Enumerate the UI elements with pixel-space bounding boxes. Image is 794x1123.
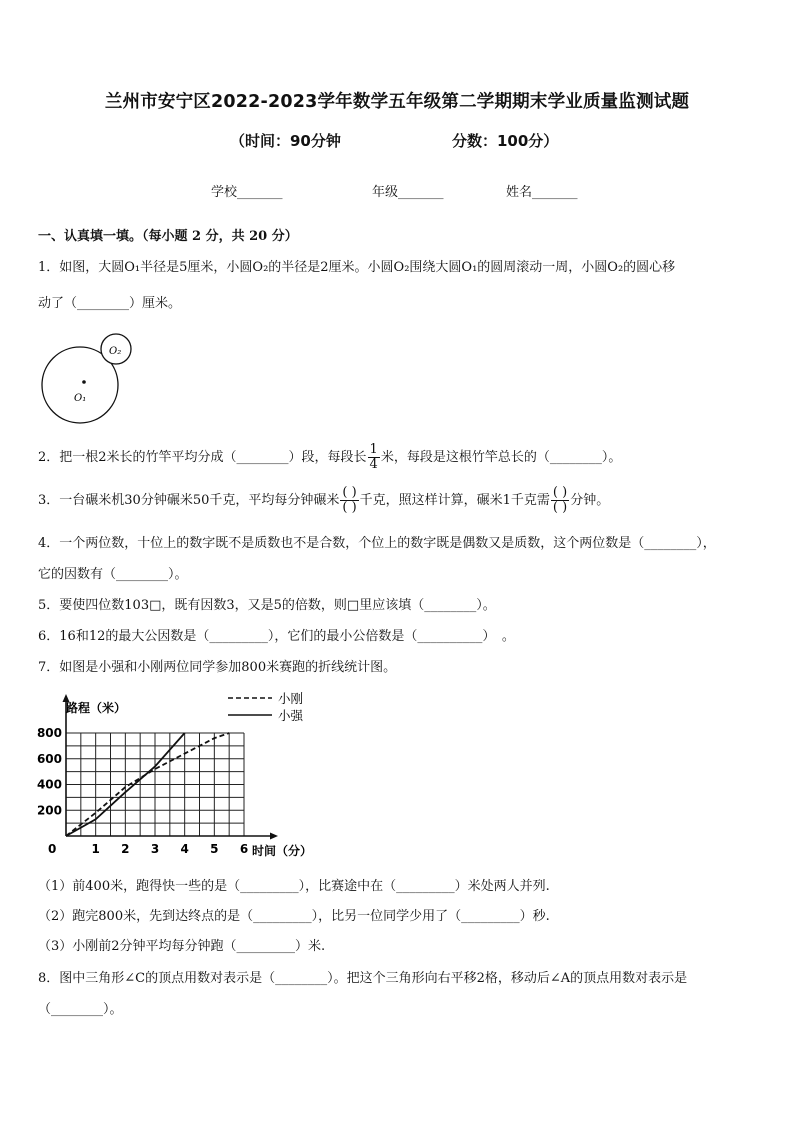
school-field: 学校_______ [211,185,283,200]
time-label: （时间：90分钟 [230,132,341,150]
legend-label: 小刚 [278,691,304,706]
x-tick-label: 4 [180,842,189,856]
question-7-sub3: （3）小刚前2分钟平均每分钟跑（_________）米. [38,939,326,954]
x-tick-label: 3 [150,842,160,856]
section-heading: 一、认真填一填。（每小题 2 分，共 20 分） [38,229,298,244]
y-tick-label: 600 [36,751,62,766]
question-8-line2: （________）。 [38,1002,123,1017]
x-axis-arrow [270,833,278,840]
question-3-part1: 3．一台碾米机30分钟碾米50千克，平均每分钟碾米 [38,493,340,508]
question-4-line2: 它的因数有（________）。 [38,567,188,582]
circles-figure [38,330,148,430]
fraction-denominator: 4 [369,457,378,472]
fraction-denominator: ( ) [342,500,357,515]
score-label: 分数：100分） [452,132,559,150]
question-4-line1: 4．一个两位数，十位上的数字既不是质数也不是合数，个位上的数字既是偶数又是质数，这个两位数是（________）， [38,536,716,551]
fraction-numerator: ( ) [342,485,357,500]
fraction-blank-1 [340,486,358,515]
question-8-line1: 8．图中三角形∠C的顶点用数对表示是（________）。把这个三角形向右平移2格，移动后∠A的顶点用数对表示是 [38,971,688,986]
question-3-part3: 分钟。 [570,493,610,508]
fraction-numerator: 1 [369,442,378,457]
question-2-part1: 2．把一根2米长的竹竿平均分成（________）段，每段长 [38,450,367,465]
label-o2: O₂ [109,346,122,357]
question-6: 6．16和12的最大公因数是（_________），它们的最小公倍数是（__________） 。 [38,629,515,644]
fraction-denominator: ( ) [552,500,568,515]
x-axis-label: 时间（分） [252,844,313,858]
question-2 [38,443,621,472]
legend-label: 小强 [278,708,304,723]
question-1-line1: 1．如图，大圆O₁半径是5厘米，小圆O₂的半径是2厘米。小圆O₂围绕大圆O₁的圆周滚动一周，小圆O₂的圆心移 [38,260,676,275]
question-7: 7．如图是小强和小刚两位同学参加800米赛跑的折线统计图。 [38,660,397,675]
x-tick-label: 2 [121,842,130,856]
origin-label: 0 [48,842,57,856]
line-chart [30,688,330,866]
fraction-blank-2 [551,486,569,515]
question-5: 5．要使四位数103□，既有因数3，又是5的倍数，则□里应该填（________）。 [38,598,496,613]
y-tick-label: 800 [36,726,62,740]
question-1-line2: 动了（________）厘米。 [38,296,182,311]
x-tick-label: 6 [239,842,249,856]
question-2-part2: 米，每段是这根竹竿总长的（________）。 [380,450,622,465]
question-3 [38,486,609,515]
y-tick-label: 200 [36,803,62,818]
page-title: 兰州市安宁区2022-2023学年数学五年级第二学期期末学业质量监测试题 [104,92,690,112]
name-field: 姓名_______ [506,185,578,200]
y-tick-label: 400 [36,777,62,792]
grade-field: 年级_______ [372,185,444,200]
fraction-one-quarter [368,443,380,472]
y-axis-label: 路程（米） [66,701,127,715]
label-o1: O₁ [74,393,87,404]
x-tick-label: 1 [91,842,100,856]
x-tick-label: 5 [210,842,219,856]
question-3-part2: 千克，照这样计算，碾米1千克需 [359,493,550,508]
question-7-sub1: （1）前400米，跑得快一些的是（_________），比赛途中在（_________）米处两人并列. [38,879,550,894]
question-7-sub2: （2）跑完800米，先到达终点的是（_________），比另一位同学少用了（_________）秒. [38,909,550,924]
fraction-numerator: ( ) [552,485,568,500]
center-dot [82,380,86,384]
legend [228,691,304,723]
